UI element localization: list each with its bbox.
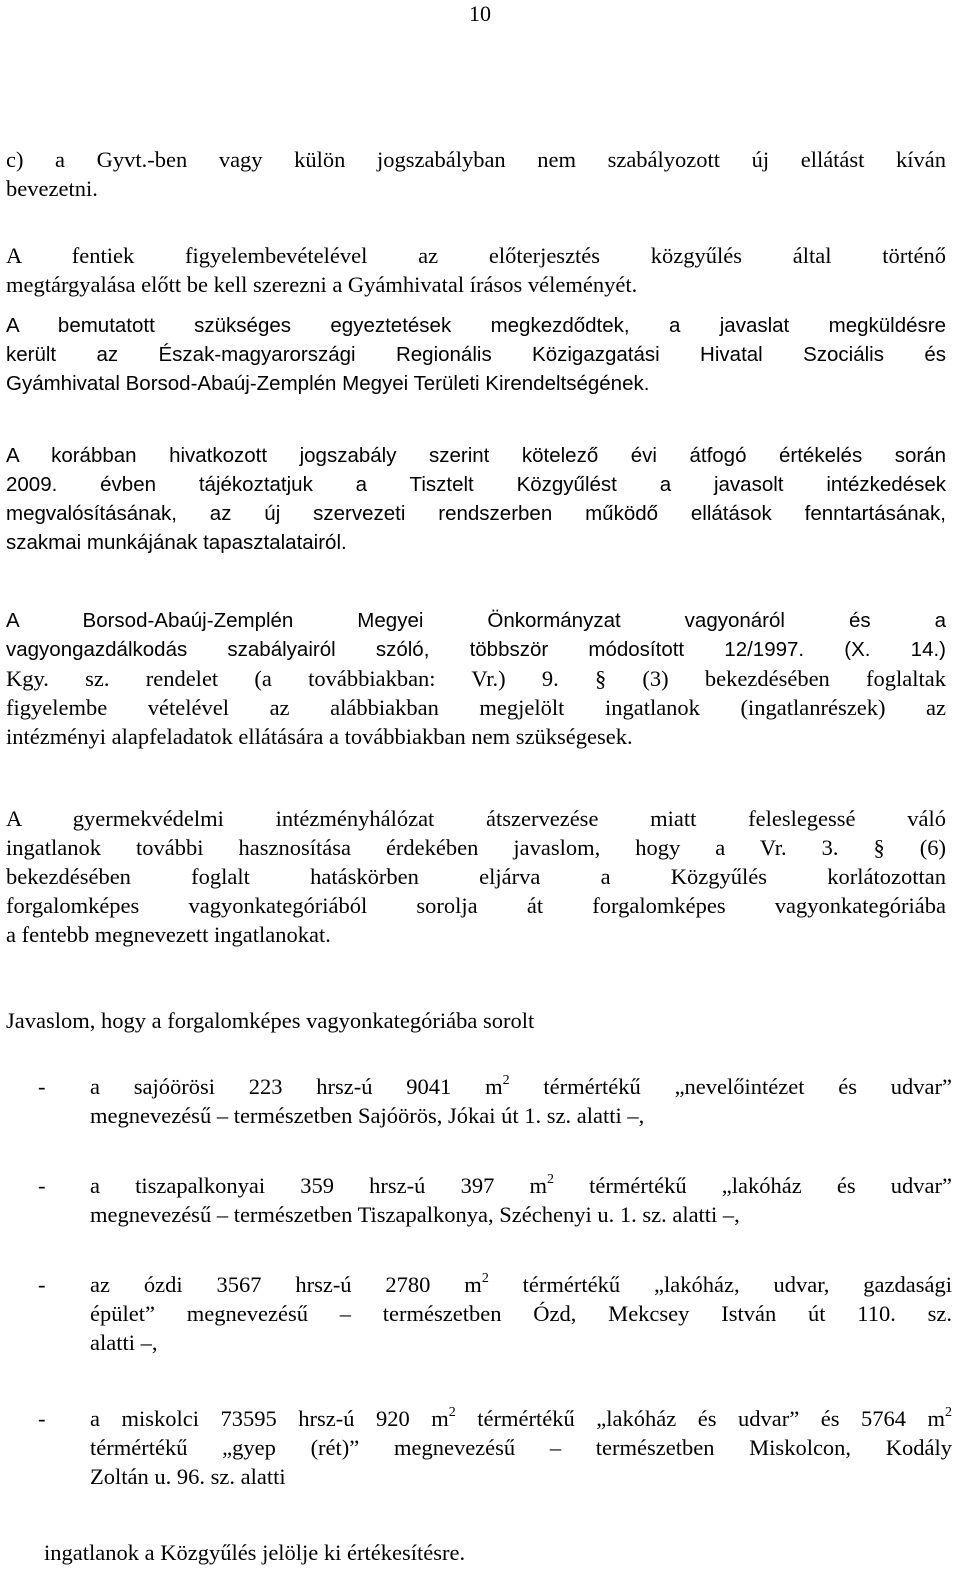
text-line: Javaslom, hogy a forgalomképes vagyonkategóriába sorolt [6,1008,535,1033]
text-line: A korábban hivatkozott jogszabály szerint kötelező évi átfogó értékelés során [6,444,946,467]
list-dash: - [38,1406,46,1431]
item-text: Zoltán u. 96. sz. alatti [90,1464,286,1489]
text-line: a fentebb megnevezett ingatlanokat. [6,922,331,947]
superscript: 2 [502,1073,510,1088]
text-line: került az Észak-magyarországi Regionális Közigazgatási Hivatal Szociális és [6,343,946,366]
text-line: A gyermekvédelmi intézményhálózat átszervezése miatt feleslegessé váló [6,806,946,831]
text-line: szakmai munkájának tapasztalatairól. [6,531,347,554]
text-line: A fentiek figyelembevételével az előterjesztés közgyűlés által történő [6,243,946,268]
paragraph-atszervezes [6,804,946,949]
text-line: ingatlanok további hasznosítása érdekében javaslom, hogy a Vr. 3. § (6) [6,835,946,860]
paragraph-c [6,145,946,203]
text-line: bevezetni. [6,176,98,201]
text-line: vagyongazdálkodás szabályairól szóló, többször módosított 12/1997. (X. 14.) [6,638,946,661]
item-text: az ózdi 3567 hrsz-ú 2780 m [90,1272,482,1297]
item-text: térmértékű „nevelőintézet és udvar” [509,1074,952,1099]
superscript: 2 [481,1271,489,1286]
item-text: a tiszapalkonyai 359 hrsz-ú 397 m [90,1173,547,1198]
text-line: intézményi alapfeladatok ellátására a továbbiakban nem szükségesek. [6,724,633,749]
text-line: bekezdésében foglalt hatáskörben eljárva a Közgyűlés korlátozottan [6,864,946,889]
text-line: A bemutatott szükséges egyeztetések megkezdődtek, a javaslat megküldésre [6,314,946,337]
item-text: térmértékű „gyep (rét)” megnevezésű – természetben Miskolcon, Kodály [90,1435,952,1460]
item-text: térmértékű „lakóház és udvar” és 5764 m [455,1406,945,1431]
paragraph-fentiek [6,241,946,299]
item-text: a miskolci 73595 hrsz-ú 920 m [90,1406,449,1431]
item-text: megnevezésű – természetben Tiszapalkonya, Széchenyi u. 1. sz. alatti –, [90,1202,740,1227]
text-line: A Borsod-Abaúj-Zemplén Megyei Önkormányzat vagyonáról és a [6,609,946,632]
list-dash: - [38,1173,46,1198]
item-text: térmértékű „lakóház és udvar” [553,1173,952,1198]
paragraph-javaslom [6,1006,946,1035]
text-line: ingatlanok a Közgyűlés jelölje ki értékesítésre. [44,1540,466,1565]
superscript: 2 [546,1172,554,1187]
text-line: megvalósításának, az új szervezeti rendszerben működő ellátások fenntartásának, [6,502,946,525]
text-line: Kgy. sz. rendelet (a továbbiakban: Vr.) 9. § (3) bekezdésében foglaltak [6,666,946,691]
item-text: épület” megnevezésű – természetben Ózd, Mekcsey István út 110. sz. [90,1301,952,1326]
item-text: térmértékű „lakóház, udvar, gazdasági [488,1272,952,1297]
text-line: figyelembe vételével az alábbiakban megjelölt ingatlanok (ingatlanrészek) az [6,695,946,720]
item-text: a sajóörösi 223 hrsz-ú 9041 m [90,1074,503,1099]
text-line: 2009. évben tájékoztatjuk a Tisztelt Közgyűlést a javasolt intézkedések [6,473,946,496]
page-number: 10 [469,1,491,26]
paragraph-egyeztetesek [6,311,946,398]
superscript: 2 [448,1405,456,1420]
list-dash: - [38,1074,46,1099]
superscript: 2 [945,1405,952,1420]
paragraph-ertekeles [6,441,946,557]
text-line: Gyámhivatal Borsod-Abaúj-Zemplén Megyei Területi Kirendeltségének. [6,372,650,395]
text-line: megtárgyalása előtt be kell szerezni a Gyámhivatal írásos véleményét. [6,272,638,297]
paragraph-closing [44,1538,944,1567]
item-text: megnevezésű – természetben Sajóörös, Jókai út 1. sz. alatti –, [90,1103,645,1128]
item-text: alatti –, [90,1330,158,1355]
text-line: forgalomképes vagyonkategóriából sorolja át forgalomképes vagyonkategóriába [6,893,946,918]
list-dash: - [38,1272,46,1297]
paragraph-vagyon [6,606,946,751]
text-line: c) a Gyvt.-ben vagy külön jogszabályban nem szabályozott új ellátást kíván [6,147,946,172]
